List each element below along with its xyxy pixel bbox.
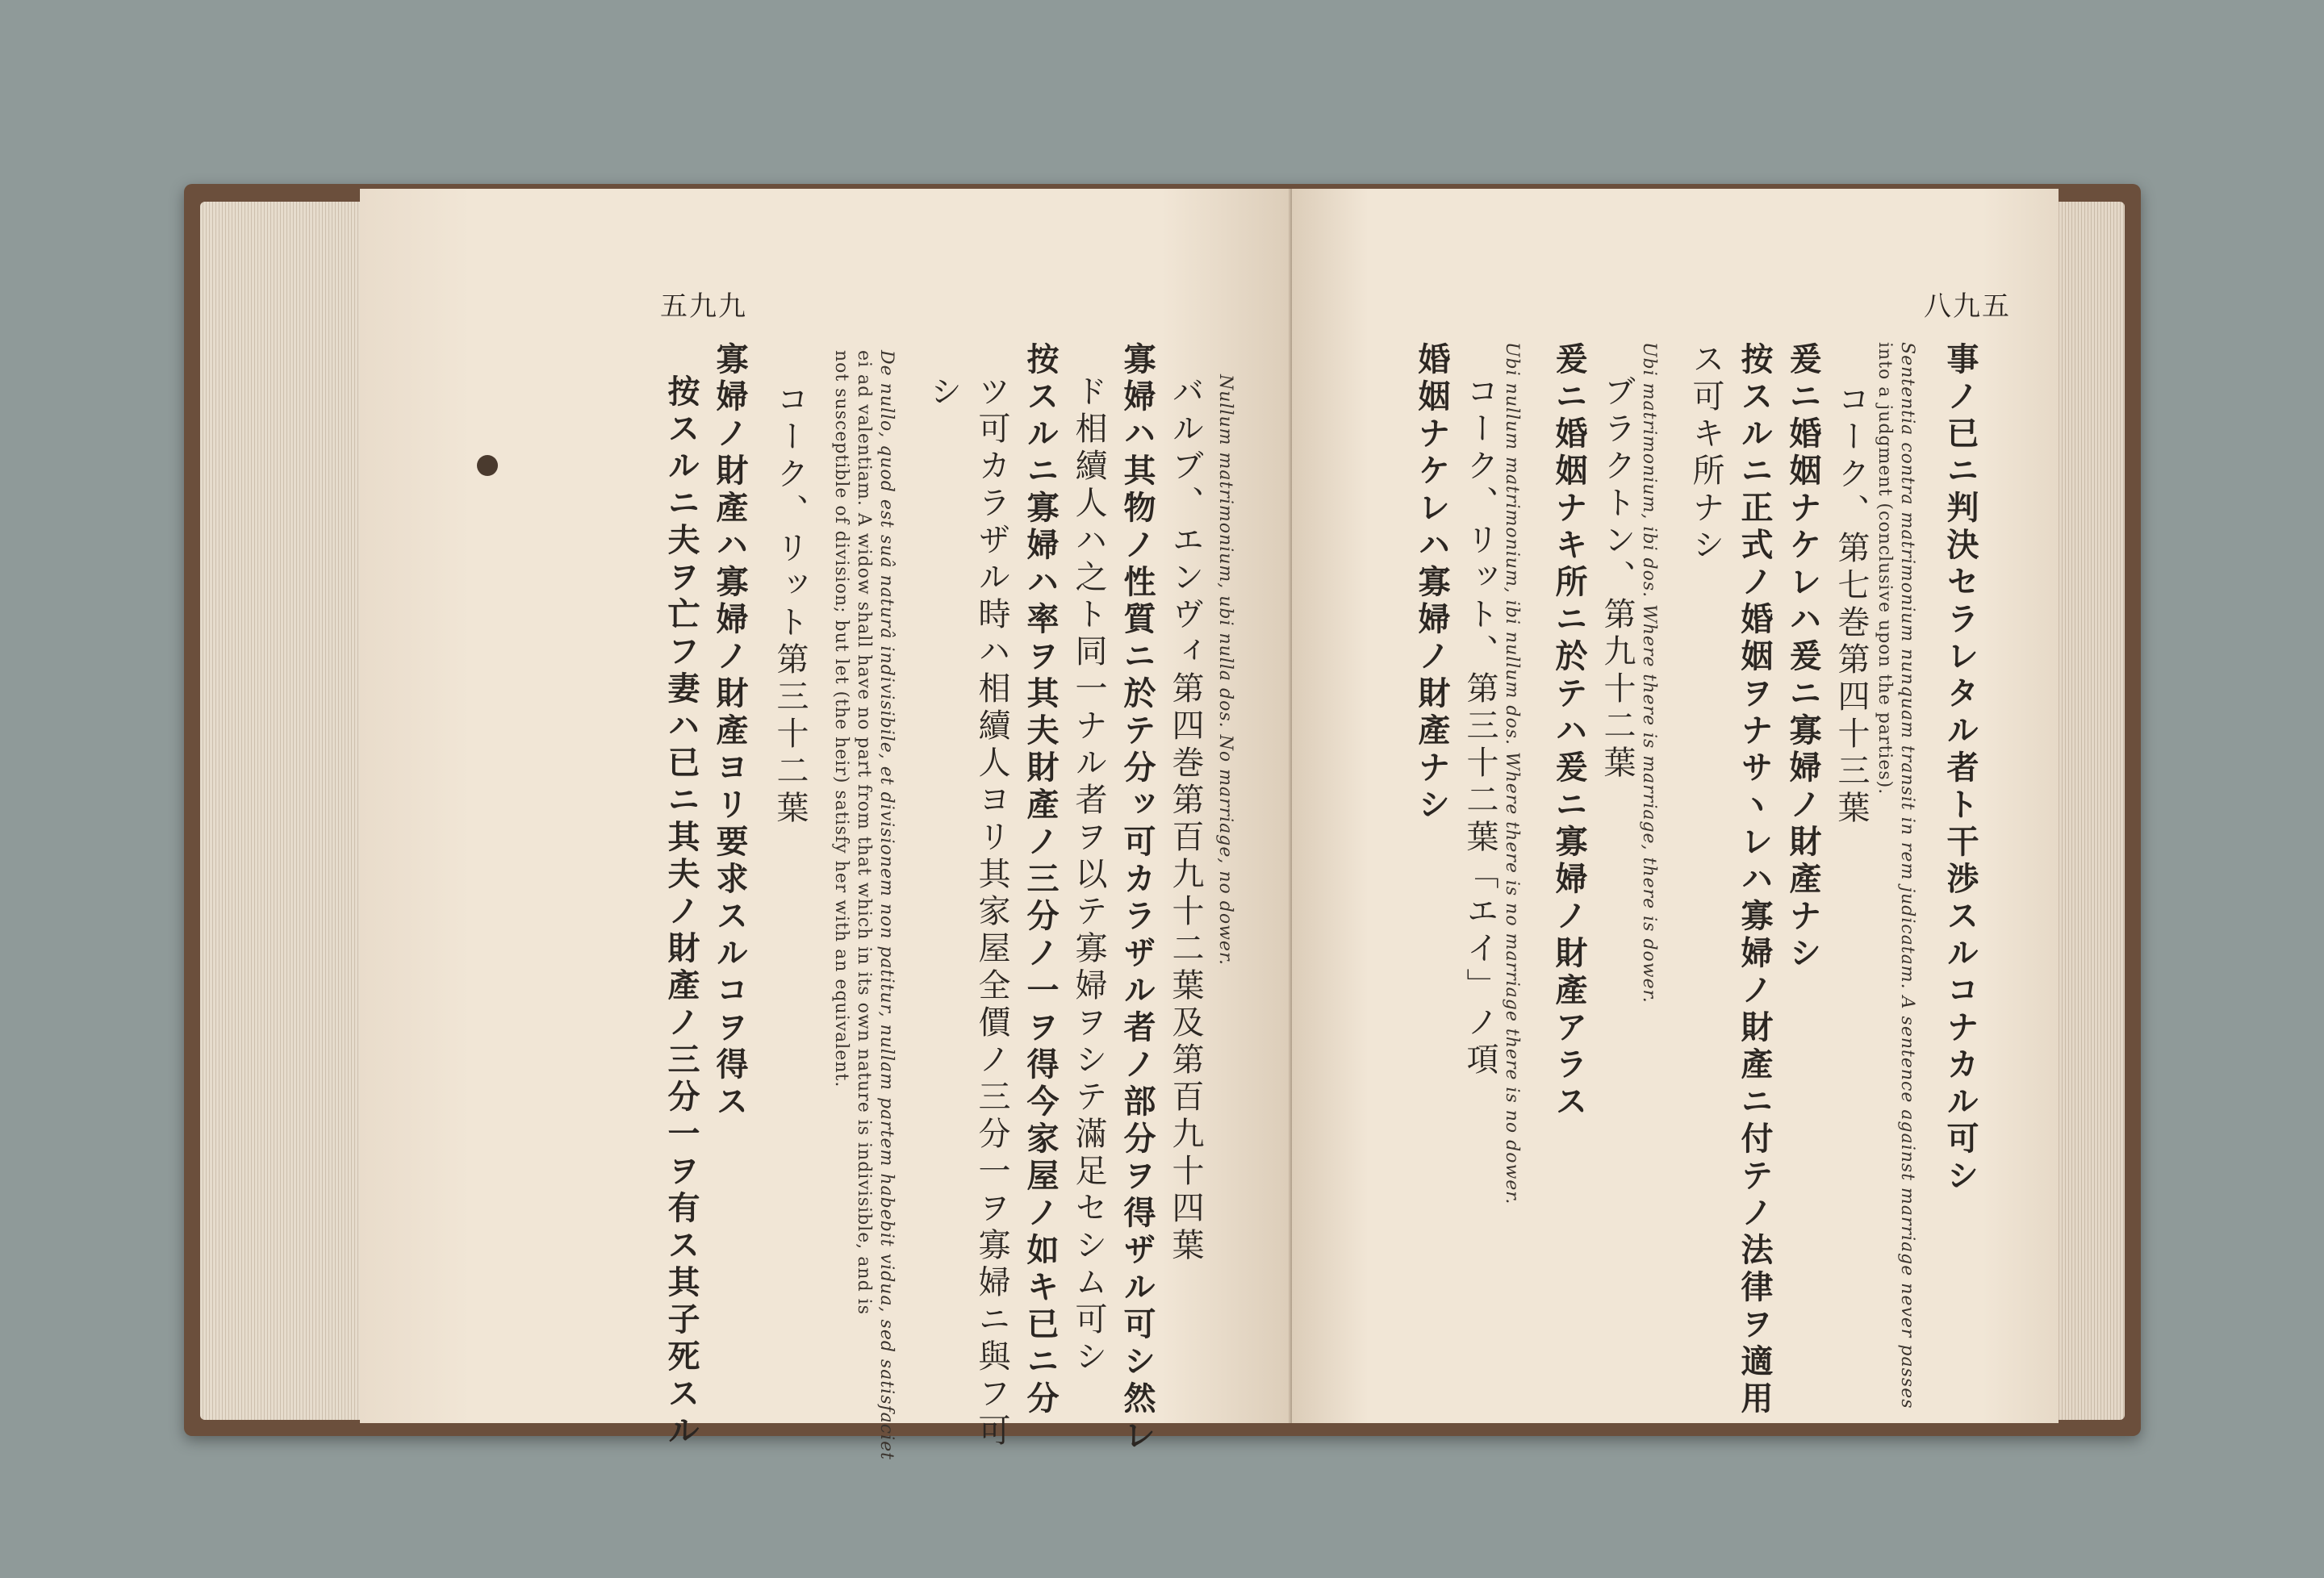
latin-maxim: Ubi matrimonium, ibi dos. Where there is marriage, there is dower. (1639, 342, 1659, 1004)
left-page (360, 189, 1292, 1460)
text-column: 按スルニ寡婦ハ率ヲ其夫財產ノ三分ノ一ヲ得今家屋ノ如キ已ニ分 (1022, 342, 1060, 1418)
citation: ブラクトン、第九十二葉 (1599, 374, 1636, 783)
text-column: 按スルニ正式ノ婚姻ヲナサヽレハ寡婦ノ財產ニ付テノ法律ヲ適用 (1736, 342, 1774, 1418)
latin-maxim: Ubi nullum matrimonium, ibi nullum dos. Where there is no marriage there is no dower. (1502, 342, 1522, 1205)
text-column: 爰ニ婚姻ナケレハ爰ニ寡婦ノ財產ナシ (1784, 342, 1822, 973)
latin-maxim: De nullo, quod est suâ naturâ indivisibile, et divisionem non patitur, nullam partem habebit vidua, sed satisfaciet (876, 350, 897, 1460)
text-column: 按スルニ夫ヲ亡フ妻ハ已ニ其夫ノ財產ノ三分一ヲ有ス其子死スル (663, 374, 700, 1451)
text-column: ド相續人ハ之ト同一ナル者ヲ以テ寡婦ヲシテ滿足セシム可シ (1070, 374, 1107, 1376)
english-translation: not susceptible of division; but let (the heir) satisfy her with an equivalent. (831, 350, 851, 1088)
right-page (1292, 189, 2059, 1423)
right-page-number: 八九五 (1924, 290, 2011, 323)
text-column: 寡婦ハ其物ノ性質ニ於テ分ッ可カラザル者ノ部分ヲ得ザル可シ然レ (1118, 342, 1156, 1455)
left-page-number: 五九九 (660, 290, 747, 323)
text-column: ス可キ所ナシ (1687, 342, 1724, 565)
citation: コーク、リット、第三十二葉「エイ」ノ項 (1461, 374, 1498, 1079)
citation: コーク、第七巻第四十三葉 (1833, 382, 1870, 828)
text-column: シ (925, 374, 962, 411)
english-translation: ei ad valentiam. A widow shall have no part from that which in its own nature is indivisible, and is (854, 350, 874, 1315)
latin-maxim: Nullum matrimonium, ubi nulla dos. No marriage, no dower. (1215, 374, 1235, 966)
text-column: ツ可カラザル時ハ相續人ヨリ其家屋全價ノ三分一ヲ寡婦ニ與フ可 (973, 374, 1010, 1451)
text-column: 婚姻ナケレハ寡婦ノ財產ナシ (1413, 342, 1451, 824)
text-column: 寡婦ノ財產ハ寡婦ノ財產ヨリ要求スルコヲ得ス (711, 342, 749, 1121)
english-translation: into a judgment (conclusive upon the parties). (1875, 342, 1895, 795)
text-column: 事ノ已ニ判決セラレタル者ト干渉スルコナカル可シ (1942, 342, 1979, 1196)
citation: コーク、リット第三十二葉 (771, 382, 809, 828)
open-book (184, 184, 2141, 1460)
text-column: 爰ニ婚姻ナキ所ニ於テハ爰ニ寡婦ノ財產アラス (1550, 342, 1588, 1121)
binding-hole (477, 455, 498, 476)
citation: バルブ、エンヴィ第四巻第百九十二葉及第百九十四葉 (1167, 374, 1204, 1265)
latin-maxim: Sententia contra matrimonium nunquam transit in rem judicatam. A sentence against marriage never passes (1897, 342, 1917, 1409)
